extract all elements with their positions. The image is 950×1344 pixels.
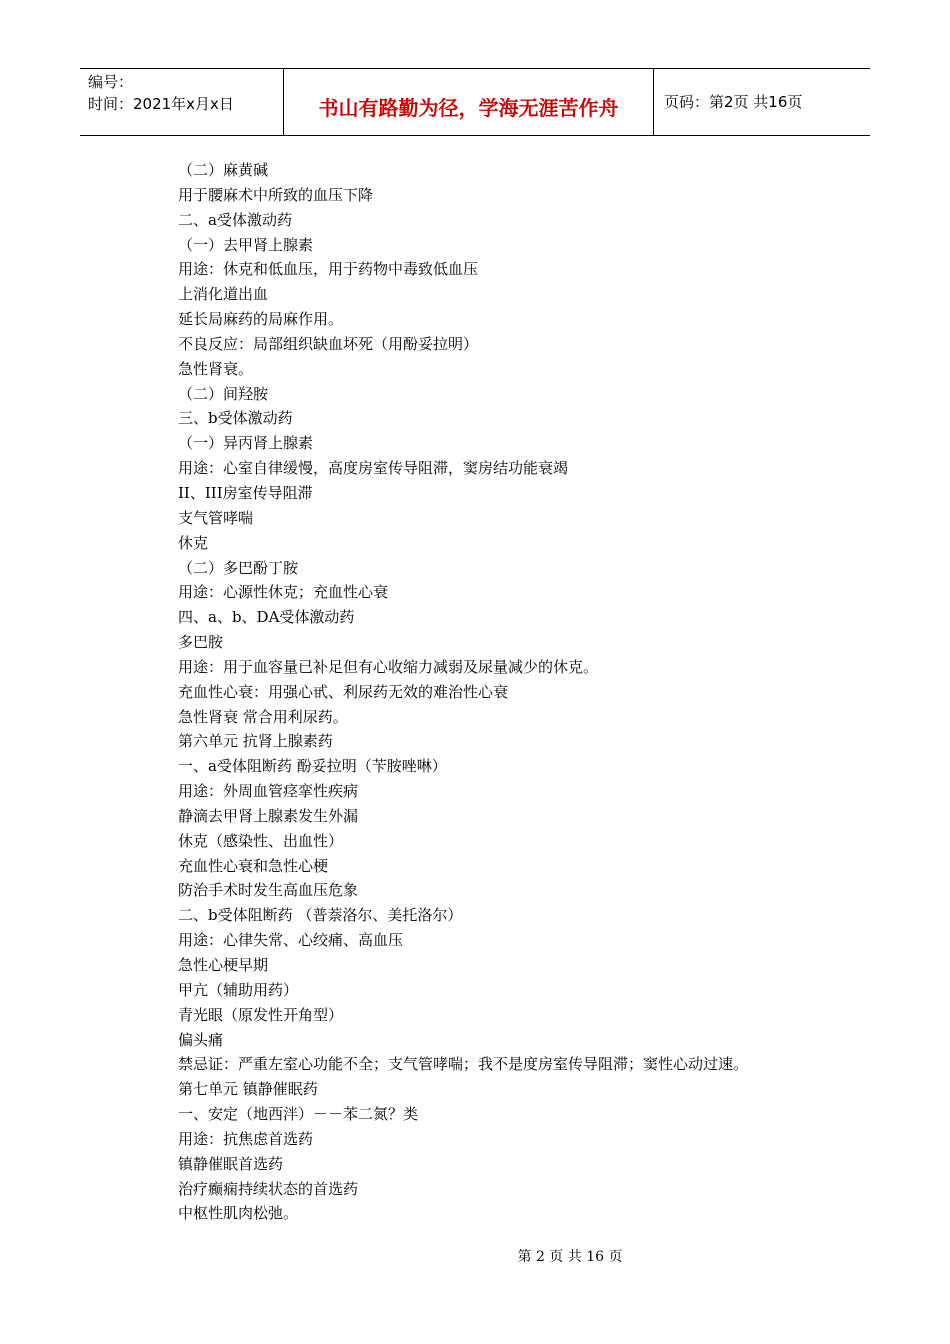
page-header [80,68,870,136]
text-line: 二、a受体激动药 [178,210,292,229]
text-line: 镇静催眠首选药 [178,1154,284,1173]
text-line: （二）间羟胺 [178,384,269,403]
text-line: 急性心梗早期 [178,956,269,974]
text-line: 防治手术时发生高血压危象 [178,881,359,900]
header-meta [80,69,283,135]
text-line: 第六单元 抗肾上腺素药 [178,732,333,751]
text-line: 禁忌证：严重左室心功能不全；支气管哮喘；我不是度房室传导阻滞；窦性心动过速。 [178,1055,749,1074]
text-line: 治疗癫痫持续状态的首选药 [178,1179,359,1198]
page-footer: 第 2 页 共 16 页 [517,1249,623,1265]
text-line: 上消化道出血 [178,285,269,304]
text-line: 三、b受体激动药 [178,409,293,428]
header-motto: 书山有路勤为径，学海无涯苦作舟 [283,69,654,135]
text-line: 用途：心室自律缓慢，高度房室传导阻滞，窦房结功能衰竭 [178,459,569,478]
text-line: （二）多巴酚丁胺 [178,558,299,577]
document-number-label: 编号： [88,73,134,91]
text-line: 第七单元 镇静催眠药 [178,1080,318,1099]
text-line: 多巴胺 [178,633,224,652]
text-line: 甲亢（辅助用药） [178,980,299,999]
text-line: 偏头痛 [178,1030,224,1049]
text-line: 一、a受体阻断药 酚妥拉明（苄胺唑啉） [178,757,447,776]
text-line: 用途：休克和低血压，用于药物中毒致低血压 [178,260,479,279]
text-line: 青光眼（原发性开角型） [178,1005,344,1024]
text-line: 不良反应：局部组织缺血坏死（用酚妥拉明） [178,334,479,353]
document-time-label: 时间：2021年x月x日 [88,95,234,113]
text-line: 急性肾衰。 [178,359,254,378]
document-body [178,158,858,1226]
text-line: 用于腰麻术中所致的血压下降 [178,185,374,204]
text-line: 充血性心衰和急性心梗 [178,856,329,875]
text-line: II、III房室传导阻滞 [178,483,313,502]
text-line: 静滴去甲肾上腺素发生外漏 [178,806,359,825]
text-line: 用途：心源性休克；充血性心衰 [178,583,389,602]
text-line: 急性肾衰 常合用利尿药。 [178,707,348,726]
text-line: 休克 [178,533,209,552]
text-line: 二、b受体阻断药 （普萘洛尔、美托洛尔） [178,906,463,925]
text-line: （一）去甲肾上腺素 [178,235,314,254]
text-line: 休克（感染性、出血性） [178,831,344,850]
header-page-info: 页码：第2页 共16页 [664,93,803,111]
text-line: 用途：用于血容量已补足但有心收缩力减弱及尿量减少的休克。 [178,657,599,676]
text-line: 用途：外周血管痉挛性疾病 [178,782,359,801]
text-line: （一）异丙肾上腺素 [178,434,314,453]
text-line: 用途：抗焦虑首选药 [178,1129,314,1148]
text-line: 用途：心律失常、心绞痛、高血压 [178,931,404,950]
text-line: 四、a、b、DA受体激动药 [178,608,355,627]
text-line: 中枢性肌肉松弛。 [178,1204,299,1223]
text-line: （二）麻黄碱 [178,161,269,179]
text-line: 延长局麻药的局麻作用。 [178,310,344,329]
text-line: 一、安定（地西泮）－－苯二氮？类 [178,1105,419,1124]
text-line: 支气管哮喘 [178,508,254,527]
text-line: 充血性心衰：用强心甙、利尿药无效的难治性心衰 [178,682,509,701]
